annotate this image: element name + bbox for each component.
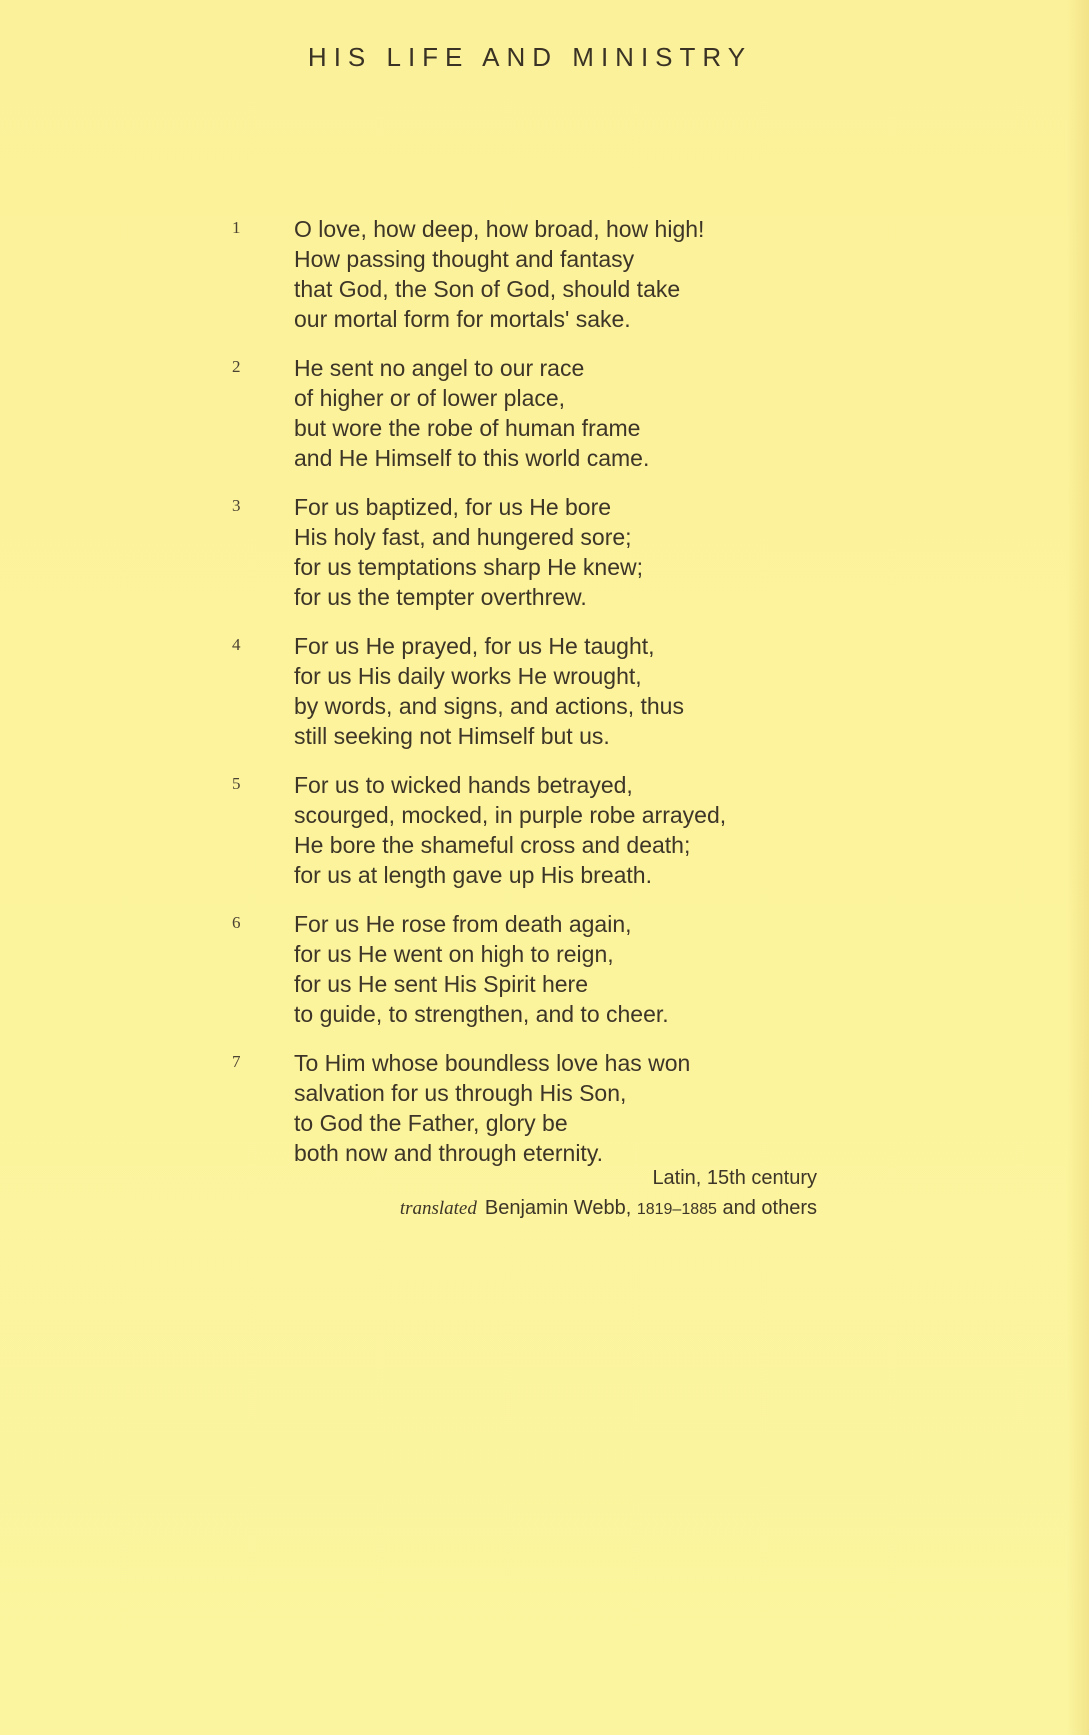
verse-number: 3 <box>232 496 241 515</box>
verse-line: For us He prayed, for us He taught, <box>294 633 655 659</box>
verse-line: but wore the robe of human frame <box>294 415 641 441</box>
verse-1 <box>232 214 832 334</box>
verse-7 <box>232 1048 832 1168</box>
attribution-origin: Latin, 15th century <box>652 1167 817 1189</box>
verse-number: 5 <box>232 774 241 793</box>
verse-line: His holy fast, and hungered sore; <box>294 524 632 550</box>
verse-line: both now and through eternity. <box>294 1140 604 1166</box>
verse-number: 7 <box>232 1052 241 1071</box>
verse-number: 2 <box>232 357 241 376</box>
verse-line: for us temptations sharp He knew; <box>294 554 643 580</box>
verse-2 <box>232 353 832 473</box>
verse-line: salvation for us through His Son, <box>294 1080 627 1106</box>
verse-line: still seeking not Himself but us. <box>294 723 610 749</box>
verse-line: for us at length gave up His breath. <box>294 862 652 888</box>
verse-3 <box>232 492 832 612</box>
verse-line: for us the tempter overthrew. <box>294 584 587 610</box>
verse-line: For us He rose from death again, <box>294 911 632 937</box>
verse-6 <box>232 909 832 1029</box>
verse-4 <box>232 631 832 751</box>
verse-line: He bore the shameful cross and death; <box>294 832 691 858</box>
verse-5 <box>232 770 832 890</box>
verse-line: For us to wicked hands betrayed, <box>294 772 633 798</box>
translator-years: 1819–1885 <box>636 1201 717 1218</box>
attribution <box>400 1163 817 1225</box>
attribution-others: and others <box>722 1197 817 1219</box>
verse-line: How passing thought and fantasy <box>294 246 635 272</box>
verse-line: to God the Father, glory be <box>294 1110 568 1136</box>
attribution-translation <box>400 1193 817 1225</box>
verse-list <box>232 214 832 1187</box>
verse-line: and He Himself to this world came. <box>294 445 650 471</box>
translated-label: translated <box>399 1198 477 1219</box>
verse-line: scourged, mocked, in purple robe arrayed, <box>294 802 727 828</box>
verse-line: of higher or of lower place, <box>294 385 566 411</box>
verse-line: to guide, to strengthen, and to cheer. <box>294 1001 669 1027</box>
verse-line: for us He went on high to reign, <box>294 941 614 967</box>
verse-line: For us baptized, for us He bore <box>294 494 612 520</box>
verse-line: To Him whose boundless love has won <box>294 1050 691 1076</box>
verse-line: by words, and signs, and actions, thus <box>294 693 684 719</box>
verse-line: for us He sent His Spirit here <box>294 971 589 997</box>
verse-line: for us His daily works He wrought, <box>294 663 642 689</box>
verse-line: that God, the Son of God, should take <box>294 276 681 302</box>
verse-number: 6 <box>232 913 241 932</box>
verse-number: 4 <box>232 635 241 654</box>
page-edge-shadow <box>1067 0 1089 1735</box>
verse-number: 1 <box>232 218 241 237</box>
verse-line: He sent no angel to our race <box>294 355 585 381</box>
section-title: HIS LIFE AND MINISTRY <box>307 42 753 72</box>
verse-line: O love, how deep, how broad, how high! <box>294 216 705 242</box>
verse-line: our mortal form for mortals' sake. <box>294 306 631 332</box>
translator-name: Benjamin Webb, <box>484 1197 632 1219</box>
